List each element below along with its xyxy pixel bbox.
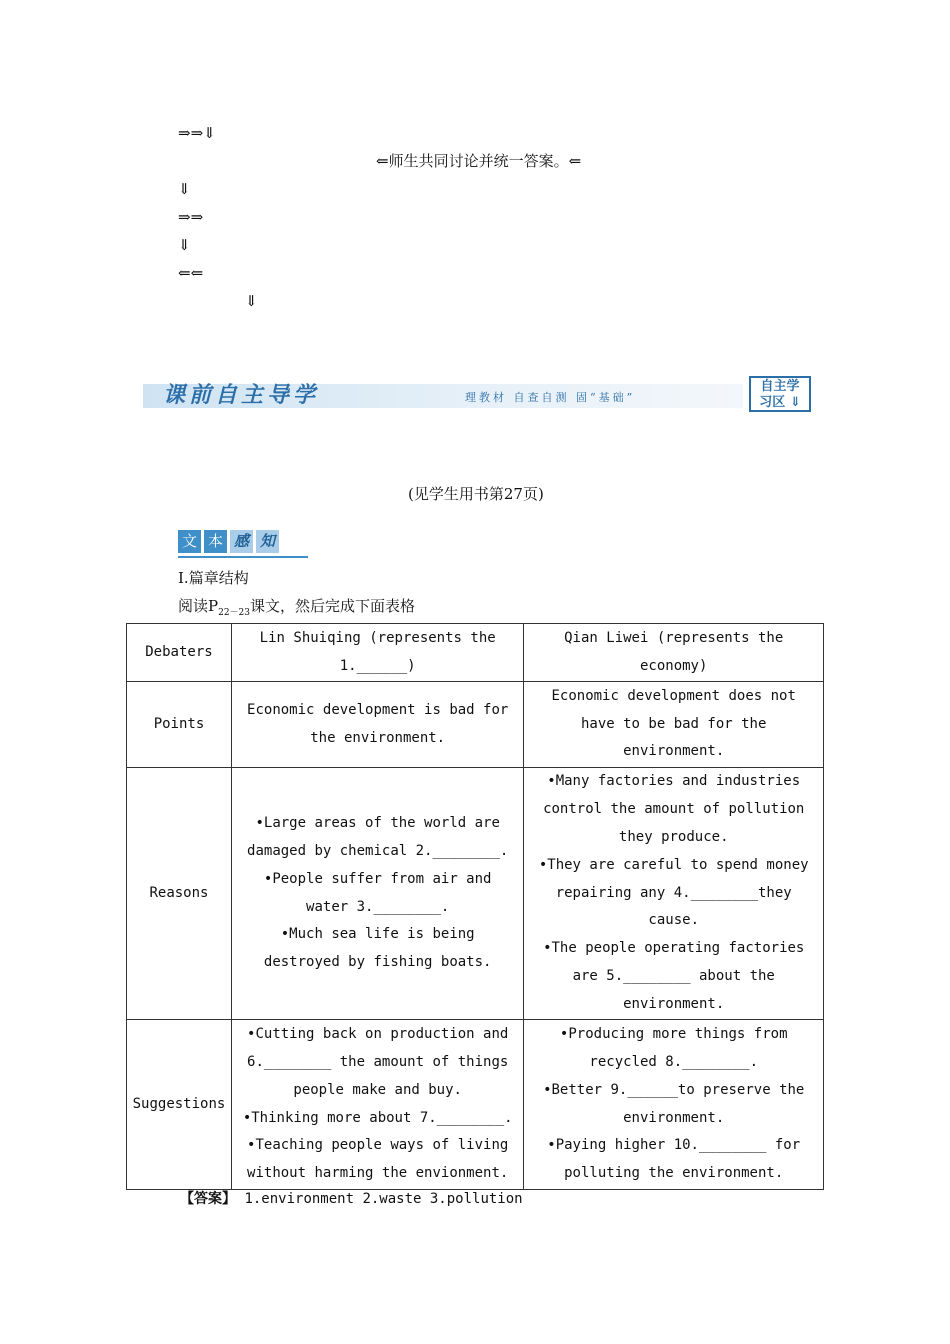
cell-line: •Many factories and industries [547, 773, 801, 790]
cell-line: •People suffer from air and [263, 870, 492, 887]
cell-line: are 5.________ about the [572, 967, 775, 984]
badge-line2: 习区 [759, 395, 786, 410]
answer-line [180, 1188, 523, 1208]
cell-line: •Teaching people ways of living [247, 1137, 509, 1154]
cell-line: •Large areas of the world are [255, 815, 500, 832]
lin-shuiqing-cell [231, 682, 523, 768]
table-row [127, 1020, 824, 1190]
cell-line: Qian Liwei (represents the [564, 629, 784, 646]
cell-line: water 3.________. [306, 898, 450, 915]
qian-liwei-cell [524, 624, 824, 682]
answer-text: 1.environment 2.waste 3.pollution [244, 1191, 523, 1207]
instruction-pages: 22－23 [218, 608, 250, 618]
lin-shuiqing-cell [231, 768, 523, 1020]
cell-line: cause. [648, 912, 699, 929]
cell-line: without harming the envionment. [247, 1165, 509, 1182]
qian-liwei-cell [524, 768, 824, 1020]
cell-line: •Better 9.______to preserve the [543, 1081, 805, 1098]
table-row [127, 682, 824, 768]
arrow-down-icon: ⇓ [789, 395, 801, 410]
text-perception-tag [178, 530, 282, 560]
cell-line: the environment. [310, 729, 446, 746]
answer-label: 【答案】 [180, 1191, 236, 1207]
instruction-suffix: 课文，然后完成下面表格 [250, 597, 416, 615]
qian-liwei-cell [524, 1020, 824, 1190]
cell-line: •Much sea life is being [280, 926, 475, 943]
tag-char: 文 [178, 530, 201, 553]
cell-line: Lin Shuiqing (represents the [259, 629, 496, 646]
cell-line: environment. [623, 743, 725, 760]
row-header: Debaters [127, 624, 232, 682]
cell-line: •The people operating factories [543, 940, 805, 957]
row-header: Suggestions [127, 1020, 232, 1190]
flow-arrow-line: ⇒⇒⇓ [178, 124, 216, 142]
cell-line: 6.________ the amount of things [247, 1053, 509, 1070]
tag-underline [178, 556, 308, 558]
cell-line: control the amount of pollution [543, 801, 805, 818]
flow-arrow-line: ⇓ [178, 236, 191, 254]
section-banner [143, 376, 815, 416]
instruction-prefix: 阅读P [178, 597, 219, 615]
cell-line: environment. [623, 995, 725, 1012]
cell-line: recycled 8.________. [589, 1053, 758, 1070]
structure-table [126, 623, 824, 1190]
badge-line1: 自主学 [760, 379, 800, 394]
page-reference: (见学生用书第27页) [408, 485, 544, 503]
cell-line: Economic development is bad for [247, 701, 509, 718]
cell-line: polluting the environment. [564, 1165, 784, 1182]
cell-line: Economic development does not [551, 687, 796, 704]
flow-arrow-line: ⇓ [245, 292, 258, 310]
cell-line: •Producing more things from [559, 1026, 788, 1043]
banner-subtitle: 理教材 自查自测 固“基础” [465, 391, 636, 404]
flow-arrow-line: ⇐⇐ [178, 264, 204, 282]
cell-line: repairing any 4.________they [555, 884, 792, 901]
cell-line: economy) [639, 657, 708, 674]
tag-char: 知 [256, 530, 279, 553]
cell-line: •Paying higher 10.________ for [547, 1137, 801, 1154]
row-header: Points [127, 682, 232, 768]
cell-line: destroyed by fishing boats. [263, 954, 492, 971]
qian-liwei-cell [524, 682, 824, 768]
section-heading: Ⅰ.篇章结构 [178, 569, 249, 587]
section-instruction [178, 595, 415, 618]
lin-shuiqing-cell [231, 624, 523, 682]
table-row [127, 624, 824, 682]
cell-line: 1.______) [339, 657, 416, 674]
banner-title: 课前自主导学 [163, 382, 320, 408]
flow-discussion-text: ⇐师生共同讨论并统一答案。⇐ [376, 152, 582, 170]
flow-arrow-line: ⇒⇒ [178, 208, 204, 226]
cell-line: people make and buy. [293, 1081, 462, 1098]
row-header: Reasons [127, 768, 232, 1020]
cell-line: environment. [623, 1109, 725, 1126]
tag-char: 本 [204, 530, 227, 553]
cell-line: •Cutting back on production and [247, 1026, 509, 1043]
cell-line: •Thinking more about 7.________. [242, 1109, 513, 1126]
tag-char: 感 [230, 530, 253, 553]
self-study-badge [749, 376, 811, 412]
cell-line: have to be bad for the [580, 715, 767, 732]
cell-line: •They are careful to spend money [538, 856, 809, 873]
cell-line: damaged by chemical 2.________. [247, 842, 509, 859]
flow-arrow-line: ⇓ [178, 180, 191, 198]
table-row [127, 768, 824, 1020]
cell-line: they produce. [618, 829, 729, 845]
lin-shuiqing-cell [231, 1020, 523, 1190]
